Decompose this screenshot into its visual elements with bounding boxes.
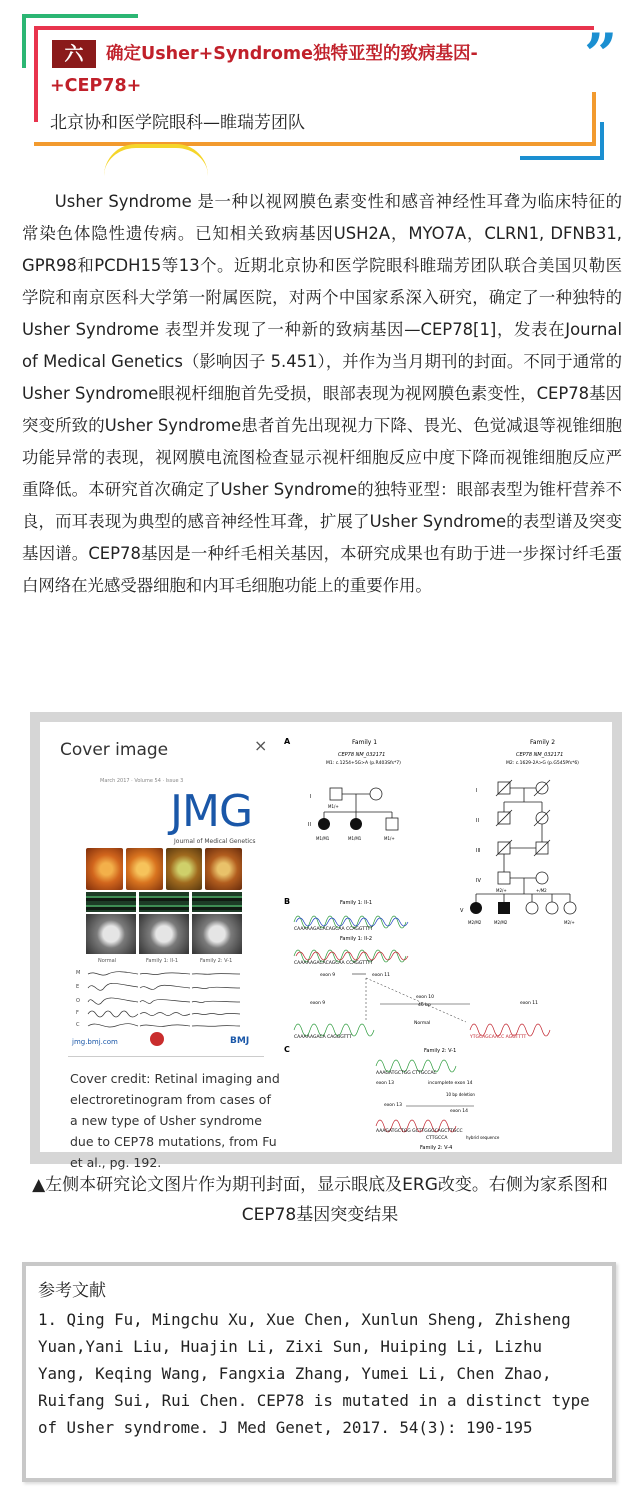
exon-label: incomplete exon 14 xyxy=(428,1081,473,1086)
genotype-label: M1/+ xyxy=(328,804,339,809)
pedigree-figure xyxy=(280,722,612,1152)
society-logo-icon xyxy=(150,1032,164,1046)
journal-name: Journal of Medical Genetics xyxy=(174,838,256,845)
figure-caption: ▲左侧本研究论文图片作为期刊封面，显示眼底及ERG改变。右侧为家系图和CEP78基因突变结果 xyxy=(32,1175,608,1225)
gen-label: V xyxy=(460,908,464,914)
close-icon: × xyxy=(254,736,268,755)
erg-letter: M xyxy=(76,970,81,976)
family2-gene: CEP78 NM_032171 xyxy=(516,752,564,758)
af-image xyxy=(86,914,136,954)
erg-letter: E xyxy=(76,984,80,990)
af-image xyxy=(192,914,242,954)
article-paragraph: Usher Syndrome 是一种以视网膜色素变性和感音神经性耳聋为临床特征的常染色体隐性遗传病。已知相关致病基因USH2A，MYO7A，CLRN1, DFNB31, GPR98和PCDH15等13个。近期北京协和医学院眼科睢瑞芳团队联合美国贝勒医学院和南京医科大学第一附属医院，对两个中国家系深入研究，确定了一种独特的Usher Syndrome 表型并发现了一种新的致病基因—CEP78[1]，发表在Journal of Medical Genetics（影响因子 5.451），并作为当月期刊的封面。不同于通常的Usher Syndrome眼视杆细胞首先受损，眼部表现为视网膜色素变性，CEP78基因突变所致的Usher Syndrome患者首先出现视力下降、畏光、色觉减退等视锥细胞功能异常的表现，视网膜电流图检查显示视杆细胞反应中度下降而视锥细胞反应严重降低。本研究首次确定了Usher Syndrome的独特亚型：眼部表型为锥杆营养不良，而耳表现为典型的感音神经性耳聋，扩展了Usher Syndrome的表型谱及突变基因谱。CEP78基因是一种纤毛相关基因，本研究成果也有助于进一步探讨纤毛蛋白网络在光感受器细胞和内耳毛细胞功能上的重要作用。 xyxy=(22,192,622,595)
references-title: 参考文献 xyxy=(38,1281,106,1301)
frame-line-red xyxy=(34,26,594,30)
oct-scans xyxy=(86,892,242,912)
sequence-text: CAAAAAGACA CAGGGTTT xyxy=(294,1035,352,1040)
exon-label: exon 9 xyxy=(310,1001,326,1006)
genotype-label: +/M2 xyxy=(536,888,547,893)
section-title: 确定Usher+Syndrome独特亚型的致病基因- xyxy=(106,44,478,64)
cover-issue-line: March 2017 · Volume 54 · Issue 3 xyxy=(100,778,184,784)
references-box xyxy=(22,1262,616,1482)
exon-label: exon 11 xyxy=(372,973,390,978)
quote-mark-icon: ” xyxy=(584,21,612,89)
erg-letter: C xyxy=(76,1022,80,1028)
sequence-text: CAAAAAGACACAGCAA CCAGGTTTT xyxy=(294,961,373,966)
frame-line-green-left xyxy=(22,14,26,68)
fundus-photo xyxy=(86,848,123,890)
panel-label-family1: Family 1: II-1 xyxy=(146,958,179,964)
cover-heading: Cover image xyxy=(60,740,169,760)
journal-url: jmg.bmj.com xyxy=(72,1038,118,1046)
frame-line-orange-right xyxy=(592,92,596,146)
autofluorescence-images xyxy=(86,914,242,954)
frame-line-green xyxy=(22,14,138,18)
frame-line-blue xyxy=(600,122,604,160)
fundus-photo xyxy=(126,848,163,890)
chromatogram-label: Family 2: V-1 xyxy=(424,1048,457,1054)
fundus-images xyxy=(86,848,242,890)
sequence-text: AAAGATGCTGG GCTTGGGCAGCTTGCC xyxy=(376,1129,463,1134)
oct-scan xyxy=(86,892,136,912)
chromatogram-label: Family 2: V-4 xyxy=(420,1145,453,1151)
gen-label: I xyxy=(476,788,478,794)
team-name: 北京协和医学院眼科—睢瑞芳团队 xyxy=(50,113,305,133)
gen-label: II xyxy=(476,818,479,824)
frame-line-red-left xyxy=(34,26,38,122)
exon-size-label: 46 bp xyxy=(418,1003,431,1008)
frame-line-orange xyxy=(34,142,596,146)
publisher-logo: BMJ xyxy=(230,1036,250,1046)
chromatogram-label: Family 1: II-1 xyxy=(340,900,373,906)
family1-mutation: M1: c.1254+5G>A (p.R403Sfs*7) xyxy=(326,761,401,766)
family2-title: Family 2 xyxy=(530,739,556,746)
oct-scan xyxy=(139,892,189,912)
panel-b-label: B xyxy=(284,897,291,906)
divider xyxy=(68,1056,264,1057)
genotype-label: M2/+ xyxy=(564,920,575,925)
reference-entry: 1. Qing Fu, Mingchu Xu, Xue Chen, Xunlun Sheng, Zhisheng Yuan,Yani Liu, Huajin Li, Zixi Sun, Huiping Li, Lizhu Yang, Keqing Wang, Fangxia Zhang, Yumei Li, Chen Zhao, Ruifang Sui, Rui Chen. CEP78 is mutated in a distinct type of Usher syndrome. J Med Genet, 2017. 54(3): 190-195 xyxy=(38,1310,590,1437)
panel-c-label: C xyxy=(284,1045,290,1054)
genotype-label: M2/M2 xyxy=(494,920,508,925)
erg-traces xyxy=(76,966,242,1032)
exon-label: exon 10 xyxy=(416,995,434,1000)
gen-label: I xyxy=(310,794,312,800)
figure-inner xyxy=(40,722,612,1170)
figure-panel xyxy=(30,712,622,1170)
journal-cover xyxy=(40,722,280,1170)
section-title-continued: +CEP78+ xyxy=(50,76,142,96)
exon-label: exon 13 xyxy=(376,1081,394,1086)
chromatogram-label: Family 1: II-2 xyxy=(340,936,373,942)
pedigree-and-sequencing xyxy=(280,722,612,1152)
gen-label: IV xyxy=(476,878,481,884)
genotype-label: M1/M1 xyxy=(348,836,362,841)
jmg-logo: JMG xyxy=(170,786,253,837)
fundus-photo xyxy=(205,848,242,890)
deletion-label: 10 bp deletion xyxy=(446,1092,475,1097)
panel-label-family2: Family 2: V-1 xyxy=(200,958,233,964)
sequence-text: CTTGCCA xyxy=(426,1136,448,1141)
frame-line-blue-bottom xyxy=(520,156,604,160)
family1-gene: CEP78 NM_032171 xyxy=(338,752,386,758)
section-number-badge: 六 xyxy=(52,40,96,68)
genotype-label: M2/+ xyxy=(496,888,507,893)
oct-scan xyxy=(192,892,242,912)
gen-label: III xyxy=(476,848,481,854)
hybrid-label: hybrid sequence xyxy=(466,1135,500,1140)
family2-mutation: M2: c.1629-2A>G (p.G545Pfs*6) xyxy=(506,761,579,766)
genotype-label: M1/+ xyxy=(384,836,395,841)
panel-label-normal: Normal xyxy=(98,958,117,964)
fundus-photo xyxy=(166,848,203,890)
sequence-text: YTGCAGCAACC AGGTTTT xyxy=(470,1035,527,1040)
family1-title: Family 1 xyxy=(352,739,378,746)
exon-label: exon 11 xyxy=(520,1001,538,1006)
erg-letter: F xyxy=(76,1010,79,1016)
sequence-text: CAAAAAGACACAGCAA CCAGGTTTT xyxy=(294,927,373,932)
normal-label: Normal xyxy=(414,1021,431,1026)
sequence-text: AAAGATGCTGG CTTGCCAC xyxy=(376,1071,437,1076)
gen-label: II xyxy=(308,822,311,828)
genotype-label: M2/M2 xyxy=(468,920,482,925)
panel-a-label: A xyxy=(284,737,291,746)
frame-speech-tail xyxy=(104,144,208,176)
exon-label: exon 14 xyxy=(450,1109,468,1114)
erg-letter: O xyxy=(76,998,80,1004)
exon-label: exon 9 xyxy=(320,973,336,978)
af-image xyxy=(139,914,189,954)
exon-label: exon 13 xyxy=(384,1103,402,1108)
genotype-label: M1/M1 xyxy=(316,836,330,841)
cover-credit: Cover credit: Retinal imaging and electroretinogram from cases of a new type of Usher syndrome due to CEP78 mutations, from Fu et al., pg. 192. xyxy=(70,1071,280,1170)
erg-waveforms xyxy=(86,966,242,1032)
